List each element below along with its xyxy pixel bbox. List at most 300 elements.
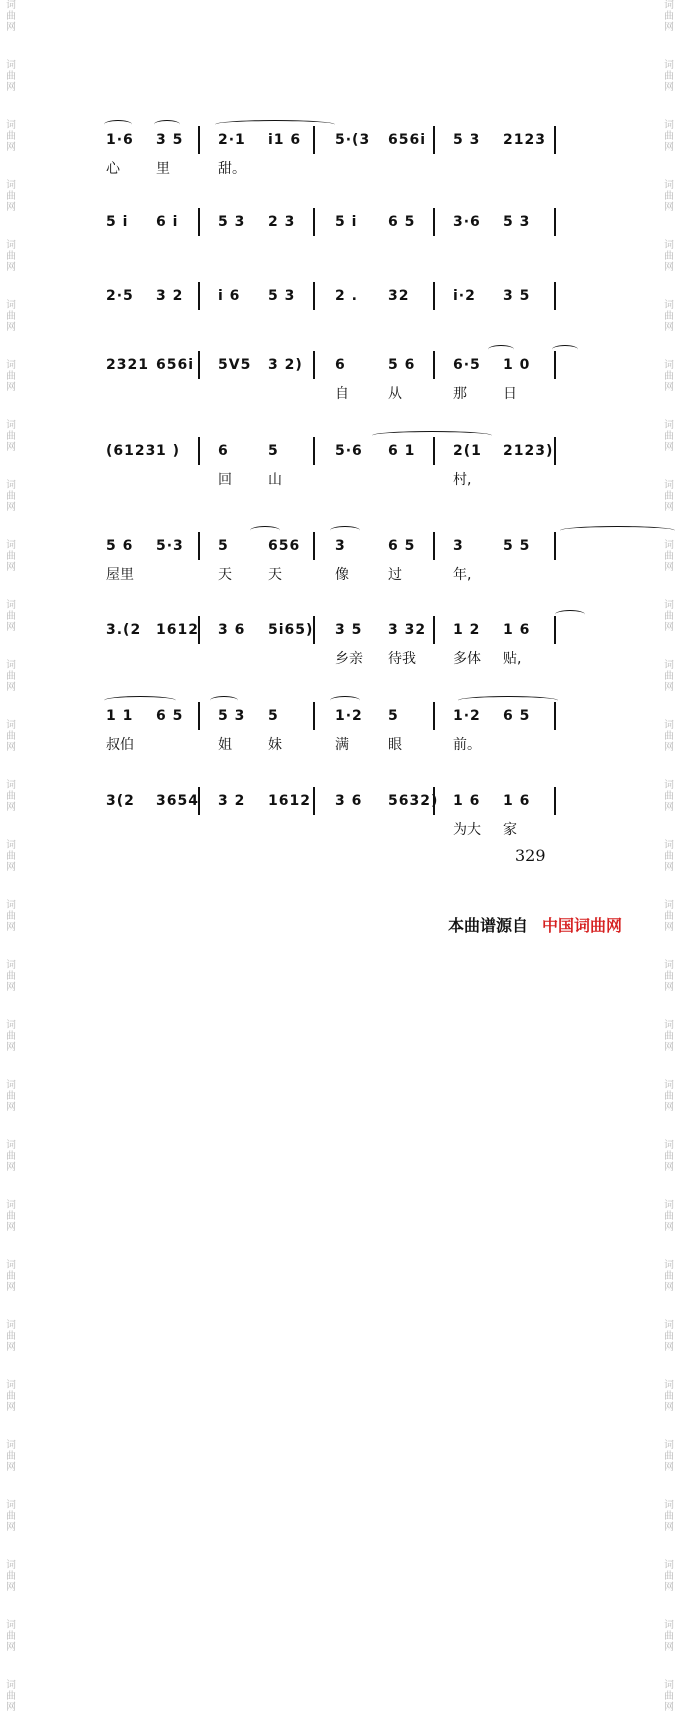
note-group: 6·5: [453, 357, 481, 373]
watermark-char: 曲: [664, 731, 674, 742]
watermark-char: 曲: [664, 1511, 674, 1522]
watermark-char: 词: [664, 1020, 674, 1031]
watermark-char: 词: [6, 300, 16, 311]
page-number: 329: [515, 846, 546, 865]
barline: [198, 126, 200, 154]
watermark-char: 词: [664, 900, 674, 911]
watermark-char: 词: [664, 1140, 674, 1151]
slur-arc: [215, 120, 335, 129]
watermark-char: 曲: [6, 371, 16, 382]
barline: [313, 787, 315, 815]
note-group: 6 5: [503, 708, 531, 724]
watermark-char: 曲: [6, 611, 16, 622]
watermark-char: 网: [664, 1102, 674, 1113]
watermark-char: 词: [664, 1680, 674, 1691]
slur-arc: [104, 120, 132, 129]
note-group: 6 5: [388, 214, 416, 230]
slur-arc: [458, 696, 558, 705]
watermark-char: 曲: [6, 71, 16, 82]
barline: [198, 351, 200, 379]
watermark-char: 词: [664, 300, 674, 311]
watermark-char: 曲: [664, 491, 674, 502]
watermark-char: 网: [6, 1162, 16, 1173]
source-site[interactable]: 中国词曲网: [542, 916, 623, 935]
watermark-char: 网: [6, 1582, 16, 1593]
watermark-char: 曲: [6, 11, 16, 22]
watermark-char: 网: [6, 382, 16, 393]
note-group: 5i65): [268, 622, 314, 638]
slur-arc: [104, 696, 176, 705]
lyric-word: 叔伯: [106, 737, 134, 753]
watermark-char: 曲: [6, 1211, 16, 1222]
slur-arc: [555, 610, 585, 619]
watermark-char: 词: [6, 1200, 16, 1211]
watermark-char: 词: [664, 720, 674, 731]
lyric-word: 从: [388, 386, 402, 402]
watermark-char: 网: [6, 322, 16, 333]
watermark-char: 词: [6, 240, 16, 251]
lyric-word: 妹: [268, 737, 282, 753]
note-group: 3 2: [218, 793, 246, 809]
watermark-char: 网: [664, 862, 674, 873]
watermark-char: 曲: [6, 191, 16, 202]
watermark-char: 网: [6, 1522, 16, 1533]
note-group: 6 5: [156, 708, 184, 724]
watermark-char: 网: [664, 322, 674, 333]
notation-line: [98, 622, 568, 646]
lyric-word: 甜。: [218, 161, 246, 177]
watermark-char: 词: [6, 840, 16, 851]
barline: [433, 532, 435, 560]
note-group: 5·6: [335, 443, 363, 459]
lyric-word: 山: [268, 472, 282, 488]
watermark-char: 网: [6, 22, 16, 33]
note-group: 5: [218, 538, 229, 554]
watermark-char: 曲: [664, 1271, 674, 1282]
watermark-char: 网: [664, 82, 674, 93]
note-group: 1·2: [453, 708, 481, 724]
barline: [433, 702, 435, 730]
note-group: 2 .: [335, 288, 358, 304]
note-group: 5 3: [453, 132, 481, 148]
watermark-char: 曲: [6, 1271, 16, 1282]
note-group: 1612: [156, 622, 199, 638]
watermark-char: 网: [664, 382, 674, 393]
watermark-char: 词: [6, 720, 16, 731]
note-group: 3 6: [335, 793, 363, 809]
watermark-char: 词: [6, 420, 16, 431]
notation-line: [98, 538, 568, 562]
note-group: 2·1: [218, 132, 246, 148]
lyric-word: 天: [218, 567, 232, 583]
watermark-char: 网: [664, 982, 674, 993]
watermark-char: 网: [6, 1642, 16, 1653]
watermark-char: 词: [6, 1500, 16, 1511]
barline: [554, 532, 556, 560]
source-credit: [448, 913, 622, 936]
barline: [433, 351, 435, 379]
watermark-char: 曲: [6, 1391, 16, 1402]
notation-line: [98, 132, 568, 156]
watermark-char: 曲: [6, 731, 16, 742]
watermark-char: 网: [6, 1042, 16, 1053]
lyric-word: 满: [335, 737, 349, 753]
watermark-char: 曲: [664, 1451, 674, 1462]
lyric-word: 日: [503, 386, 517, 402]
watermark-char: 词: [664, 1620, 674, 1631]
watermark-char: 词: [6, 540, 16, 551]
slur-arc: [154, 120, 180, 129]
watermark-char: 词: [6, 0, 16, 11]
watermark-char: 曲: [6, 971, 16, 982]
watermark-char: 曲: [6, 131, 16, 142]
note-group: 1 6: [503, 793, 531, 809]
watermark-char: 网: [6, 1222, 16, 1233]
lyrics-line: [98, 564, 568, 584]
lyric-word: 姐: [218, 737, 232, 753]
watermark-char: 网: [664, 742, 674, 753]
slur-arc: [250, 526, 280, 535]
slur-arc: [560, 526, 675, 535]
watermark-char: 网: [664, 502, 674, 513]
note-group: 3 2: [156, 288, 184, 304]
watermark-char: 词: [6, 780, 16, 791]
note-group: 6 i: [156, 214, 179, 230]
watermark-char: 网: [664, 922, 674, 933]
barline: [554, 702, 556, 730]
watermark-char: 曲: [6, 1691, 16, 1702]
notation-line: [98, 357, 568, 381]
watermark-char: 网: [664, 1162, 674, 1173]
note-group: 3 32: [388, 622, 427, 638]
watermark-char: 曲: [664, 791, 674, 802]
watermark-char: 网: [6, 142, 16, 153]
note-group: 1 2: [453, 622, 481, 638]
lyric-word: 心: [106, 161, 120, 177]
note-group: 5 6: [106, 538, 134, 554]
watermark-char: 词: [6, 1680, 16, 1691]
watermark-char: 曲: [664, 131, 674, 142]
barline: [198, 702, 200, 730]
lyric-word: 眼: [388, 737, 402, 753]
watermark-char: 网: [664, 1042, 674, 1053]
watermark-char: 词: [664, 1560, 674, 1571]
watermark-char: 曲: [6, 671, 16, 682]
note-group: 1612: [268, 793, 311, 809]
lyric-word: 屋里: [106, 567, 134, 583]
watermark-char: 网: [6, 562, 16, 573]
watermark-char: 网: [664, 1702, 674, 1713]
watermark-char: 网: [6, 862, 16, 873]
watermark-char: 曲: [664, 1631, 674, 1642]
watermark-char: 网: [664, 1402, 674, 1413]
watermark-char: 网: [664, 1582, 674, 1593]
watermark-char: 曲: [664, 1091, 674, 1102]
barline: [554, 616, 556, 644]
note-group: 2123): [503, 443, 554, 459]
watermark-char: 词: [6, 360, 16, 371]
lyric-word: 乡亲: [335, 651, 363, 667]
watermark-char: 词: [6, 1020, 16, 1031]
note-group: 3 2): [268, 357, 303, 373]
note-group: 1·6: [106, 132, 134, 148]
watermark-char: 网: [6, 922, 16, 933]
watermark-char: 词: [6, 1140, 16, 1151]
watermark-char: 曲: [664, 431, 674, 442]
note-group: 3: [335, 538, 346, 554]
barline: [313, 282, 315, 310]
watermark-char: 曲: [664, 671, 674, 682]
watermark-char: 词: [6, 1080, 16, 1091]
note-group: 1 1: [106, 708, 134, 724]
watermark-char: 网: [6, 442, 16, 453]
watermark-char: 曲: [6, 1631, 16, 1642]
watermark-char: 网: [664, 1282, 674, 1293]
watermark-char: 词: [6, 1620, 16, 1631]
lyrics-line: [98, 383, 568, 403]
watermark-char: 词: [664, 240, 674, 251]
watermark-char: 词: [664, 0, 674, 11]
watermark-char: 网: [6, 982, 16, 993]
watermark-char: 网: [6, 1402, 16, 1413]
watermark-char: 曲: [6, 911, 16, 922]
watermark-char: 网: [6, 502, 16, 513]
note-group: 656: [268, 538, 301, 554]
watermark-char: 曲: [664, 851, 674, 862]
watermark-char: 词: [664, 120, 674, 131]
watermark-char: 词: [6, 600, 16, 611]
watermark-char: 网: [6, 1342, 16, 1353]
note-group: 656i: [388, 132, 427, 148]
note-group: 3 5: [156, 132, 184, 148]
watermark-char: 网: [664, 622, 674, 633]
watermark-char: 曲: [664, 1031, 674, 1042]
watermark-char: 曲: [664, 1211, 674, 1222]
watermark-char: 词: [664, 1500, 674, 1511]
lyric-word: 为大: [453, 822, 481, 838]
note-group: 2 3: [268, 214, 296, 230]
notation-line: [98, 793, 568, 817]
watermark-char: 曲: [6, 1331, 16, 1342]
note-group: 6: [218, 443, 229, 459]
barline: [198, 437, 200, 465]
lyric-word: 待我: [388, 651, 416, 667]
barline: [313, 126, 315, 154]
barline: [313, 351, 315, 379]
watermark-char: 词: [664, 1320, 674, 1331]
note-group: 6: [335, 357, 346, 373]
watermark-char: 曲: [664, 551, 674, 562]
slur-arc: [330, 696, 360, 705]
watermark-char: 词: [6, 120, 16, 131]
watermark-char: 曲: [664, 1331, 674, 1342]
watermark-char: 网: [6, 1102, 16, 1113]
barline: [433, 616, 435, 644]
watermark-char: 词: [664, 660, 674, 671]
watermark-char: 词: [6, 480, 16, 491]
note-group: 5: [268, 443, 279, 459]
note-group: 3654: [156, 793, 199, 809]
lyrics-line: [98, 734, 568, 754]
barline: [198, 282, 200, 310]
note-group: 2(1: [453, 443, 482, 459]
watermark-char: 曲: [6, 791, 16, 802]
note-group: 6 5: [388, 538, 416, 554]
lyrics-line: [98, 648, 568, 668]
watermark-char: 词: [664, 60, 674, 71]
barline: [554, 282, 556, 310]
watermark-char: 网: [664, 22, 674, 33]
watermark-char: 词: [6, 1320, 16, 1331]
lyric-word: 年,: [453, 567, 472, 583]
watermark-char: 词: [664, 180, 674, 191]
watermark-char: 网: [6, 622, 16, 633]
notation-line: [98, 708, 568, 732]
note-group: 5 i: [106, 214, 129, 230]
barline: [313, 437, 315, 465]
watermark-char: 网: [664, 1642, 674, 1653]
watermark-char: 曲: [6, 1031, 16, 1042]
watermark-char: 网: [664, 1522, 674, 1533]
lyric-word: 过: [388, 567, 402, 583]
watermark-char: 词: [6, 960, 16, 971]
watermark-char: 网: [664, 142, 674, 153]
watermark-char: 曲: [664, 1571, 674, 1582]
watermark-char: 曲: [664, 11, 674, 22]
watermark-char: 网: [6, 1702, 16, 1713]
barline: [554, 208, 556, 236]
barline: [554, 437, 556, 465]
watermark-left: [4, 0, 18, 1713]
note-group: 1 ): [156, 443, 181, 459]
lyric-word: 自: [335, 386, 349, 402]
slur-arc: [330, 526, 360, 535]
watermark-char: 曲: [664, 251, 674, 262]
note-group: 5 3: [218, 708, 246, 724]
note-group: 1·2: [335, 708, 363, 724]
watermark-char: 词: [664, 1440, 674, 1451]
watermark-char: 网: [6, 682, 16, 693]
lyrics-line: [98, 819, 568, 839]
watermark-char: 网: [664, 682, 674, 693]
watermark-char: 词: [664, 360, 674, 371]
note-group: (6123: [106, 443, 157, 459]
lyric-word: 前。: [453, 737, 481, 753]
watermark-char: 曲: [664, 371, 674, 382]
watermark-char: 词: [664, 840, 674, 851]
lyrics-line: [98, 469, 568, 489]
note-group: 6 1: [388, 443, 416, 459]
watermark-char: 曲: [664, 911, 674, 922]
note-group: 5 6: [388, 357, 416, 373]
notation-line: [98, 214, 568, 238]
lyric-word: 那: [453, 386, 467, 402]
barline: [313, 702, 315, 730]
lyric-word: 家: [503, 822, 517, 838]
watermark-char: 曲: [6, 431, 16, 442]
watermark-char: 词: [6, 1380, 16, 1391]
watermark-char: 曲: [6, 311, 16, 322]
watermark-char: 词: [664, 480, 674, 491]
note-group: 3(2: [106, 793, 135, 809]
note-group: 5 3: [268, 288, 296, 304]
watermark-char: 词: [664, 1380, 674, 1391]
watermark-char: 网: [6, 742, 16, 753]
note-group: 2321: [106, 357, 149, 373]
watermark-char: 曲: [6, 251, 16, 262]
note-group: i1 6: [268, 132, 302, 148]
watermark-char: 曲: [664, 971, 674, 982]
watermark-char: 词: [6, 1260, 16, 1271]
watermark-char: 网: [664, 262, 674, 273]
watermark-char: 词: [6, 1440, 16, 1451]
note-group: 3·6: [453, 214, 481, 230]
watermark-char: 曲: [664, 1151, 674, 1162]
barline: [554, 787, 556, 815]
note-group: 1 6: [503, 622, 531, 638]
note-group: 5: [268, 708, 279, 724]
lyric-word: 多体: [453, 651, 481, 667]
watermark-right: [662, 0, 676, 1713]
note-group: 5·3: [156, 538, 184, 554]
watermark-char: 曲: [664, 611, 674, 622]
watermark-char: 网: [664, 1462, 674, 1473]
lyric-word: 回: [218, 472, 232, 488]
watermark-char: 词: [6, 1560, 16, 1571]
note-group: 3 5: [503, 288, 531, 304]
watermark-char: 曲: [6, 851, 16, 862]
note-group: i·2: [453, 288, 476, 304]
watermark-char: 词: [664, 1260, 674, 1271]
watermark-char: 曲: [664, 71, 674, 82]
lyric-word: 里: [156, 161, 170, 177]
watermark-char: 曲: [664, 1391, 674, 1402]
watermark-char: 网: [6, 262, 16, 273]
watermark-char: 词: [664, 780, 674, 791]
lyrics-line: [98, 158, 568, 178]
note-group: 3.(2: [106, 622, 142, 638]
notation-line: [98, 443, 568, 467]
watermark-char: 曲: [6, 1511, 16, 1522]
watermark-char: 曲: [6, 1571, 16, 1582]
watermark-char: 词: [6, 900, 16, 911]
barline: [198, 208, 200, 236]
note-group: 5·(3: [335, 132, 371, 148]
watermark-char: 网: [6, 202, 16, 213]
watermark-char: 词: [6, 60, 16, 71]
watermark-char: 词: [664, 960, 674, 971]
barline: [554, 126, 556, 154]
note-group: 1 0: [503, 357, 531, 373]
lyric-word: 贴,: [503, 651, 522, 667]
note-group: 3 6: [218, 622, 246, 638]
lyric-word: 村,: [453, 472, 472, 488]
watermark-char: 曲: [664, 311, 674, 322]
barline: [433, 437, 435, 465]
watermark-char: 网: [6, 82, 16, 93]
barline: [554, 351, 556, 379]
watermark-char: 曲: [664, 191, 674, 202]
note-group: 32: [388, 288, 410, 304]
watermark-char: 曲: [664, 1691, 674, 1702]
watermark-char: 网: [664, 1222, 674, 1233]
slur-arc: [372, 431, 492, 440]
note-group: 5 5: [503, 538, 531, 554]
note-group: 5 i: [335, 214, 358, 230]
barline: [198, 532, 200, 560]
note-group: 3 5: [335, 622, 363, 638]
lyric-word: 天: [268, 567, 282, 583]
